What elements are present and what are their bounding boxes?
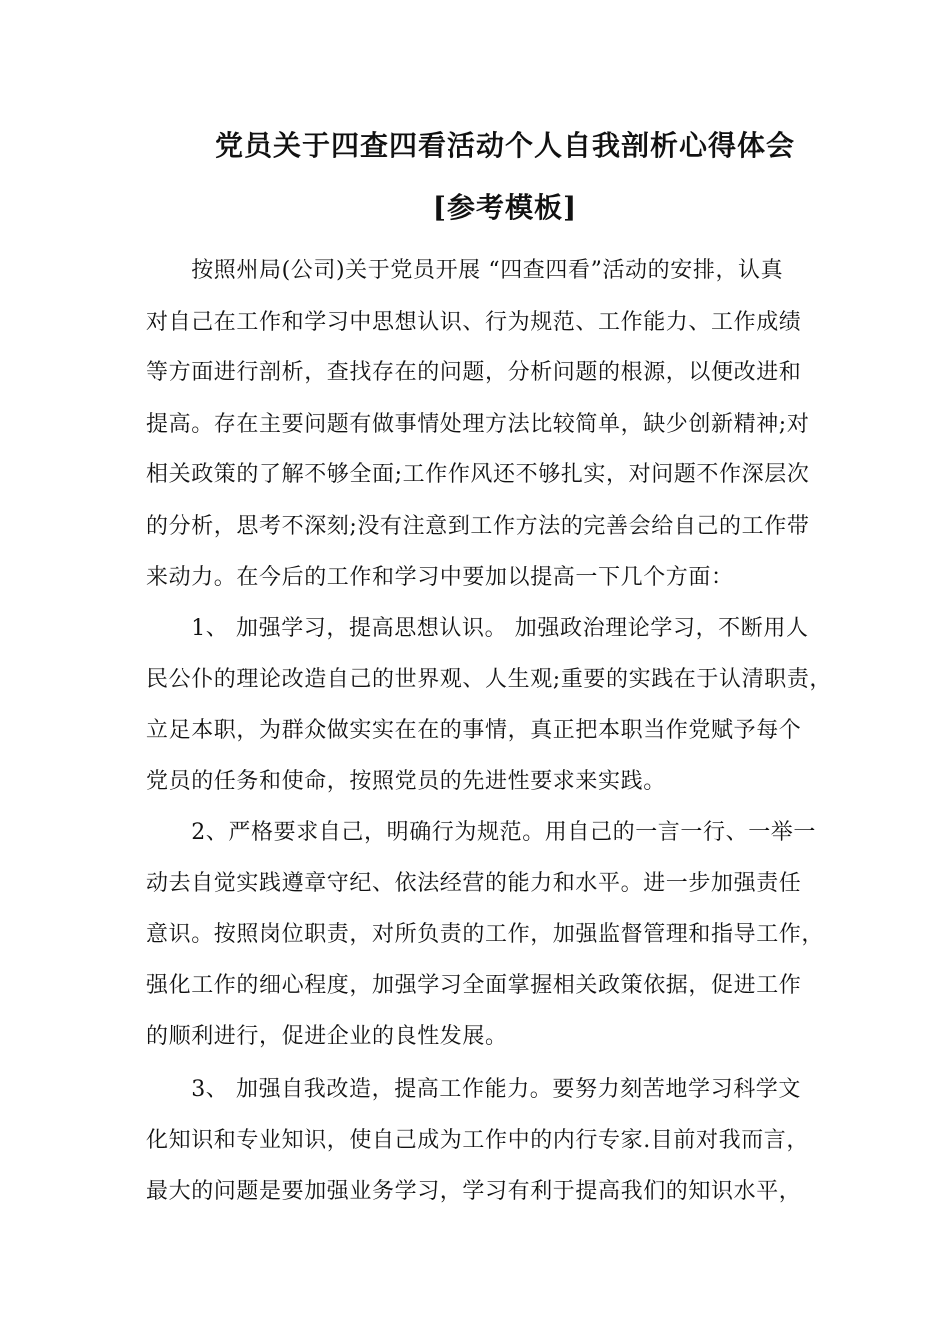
- body-line: 最大的问题是要加强业务学习，学习有利于提高我们的知识水平，: [146, 1179, 802, 1204]
- body-line: 动去自觉实践遵章守纪、依法经营的能力和水平。进一步加强责任: [146, 871, 802, 896]
- body-line: 1、 加强学习，提高思想认识。 加强政治理论学习，不断用人: [146, 616, 809, 641]
- document-title: 党员关于四查四看活动个人自我剖析心得体会: [214, 129, 795, 162]
- body-line: 立足本职，为群众做实实在在的事情，真正把本职当作党赋予每个: [146, 718, 802, 743]
- body-line: 2、严格要求自己，明确行为规范。用自己的一言一行、一举一: [146, 820, 816, 845]
- body-line: 党员的任务和使命，按照党员的先进性要求来实践。: [146, 769, 666, 794]
- body-line: 提高。存在主要问题有做事情处理方法比较简单，缺少创新精神;对: [146, 412, 810, 437]
- body-line: 相关政策的了解不够全面;工作作风还不够扎实，对问题不作深层次: [146, 462, 810, 487]
- body-line: 的顺利进行，促进企业的良性发展。: [146, 1024, 508, 1049]
- body-line: 对自己在工作和学习中思想认识、行为规范、工作能力、工作成绩: [146, 310, 802, 335]
- document-subtitle: [参考模板]: [432, 191, 578, 224]
- body-line: 按照州局(公司)关于党员开展 “四查四看”活动的安排，认真: [146, 258, 784, 283]
- body-line: 等方面进行剖析，查找存在的问题，分析问题的根源，以便改进和: [146, 360, 802, 385]
- body-line: 民公仆的理论改造自己的世界观、人生观;重要的实践在于认清职责，: [146, 667, 833, 692]
- body-line: 化知识和专业知识，使自己成为工作中的内行专家.目前对我而言，: [146, 1128, 809, 1153]
- body-line: 来动力。在今后的工作和学习中要加以提高一下几个方面：: [146, 565, 734, 590]
- body-line: 意识。按照岗位职责，对所负责的工作，加强监督管理和指导工作，: [146, 922, 825, 947]
- body-line: 强化工作的细心程度，加强学习全面掌握相关政策依据，促进工作: [146, 973, 802, 998]
- body-line: 的分析，思考不深刻;没有注意到工作方法的完善会给自己的工作带: [146, 514, 810, 539]
- body-line: 3、 加强自我改造，提高工作能力。要努力刻苦地学习科学文: [146, 1077, 801, 1102]
